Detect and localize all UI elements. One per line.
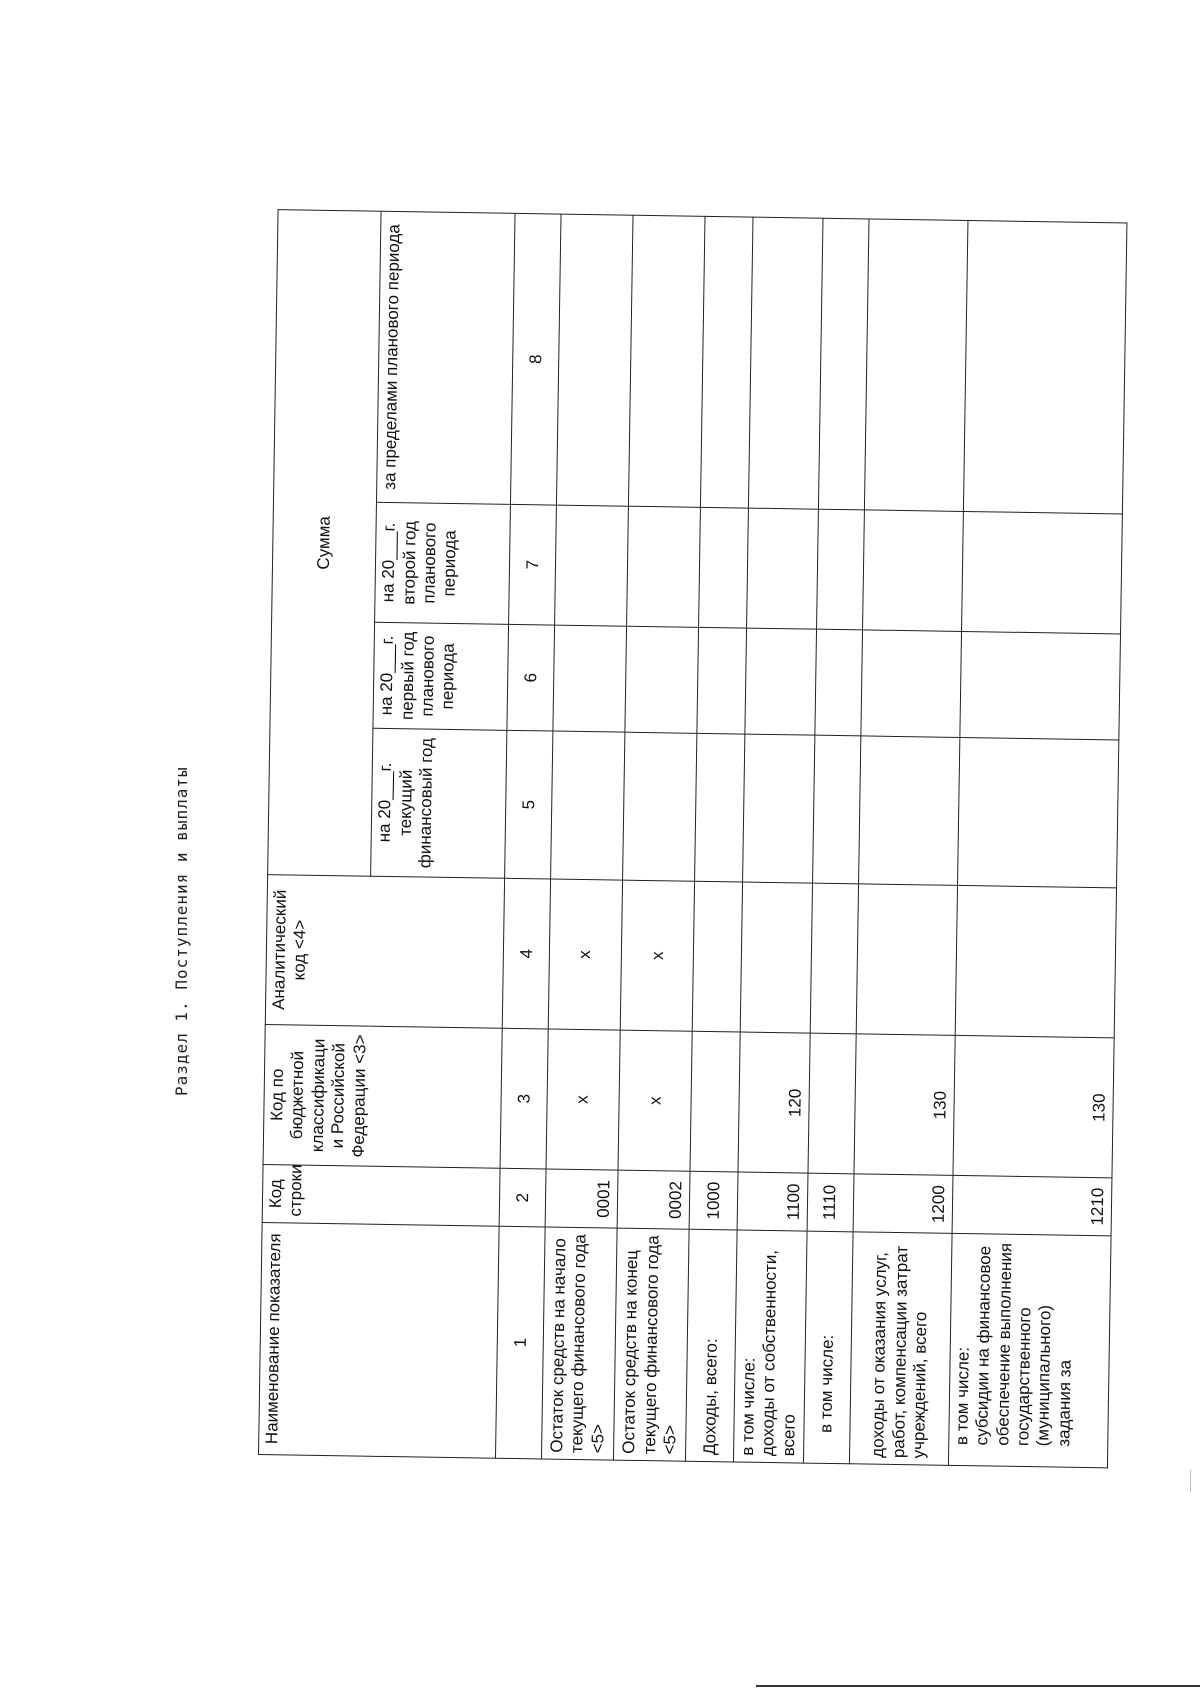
row-label: субсидии на финансовое обеспечение выполнения государственного (муниципального) задания за — [972, 1242, 1075, 1447]
sum-cell — [815, 629, 862, 736]
sum-cell — [858, 736, 959, 886]
scan-edge-line — [756, 1685, 1200, 1687]
sum-cell — [817, 509, 864, 630]
sum-cell — [701, 216, 753, 508]
sum-cell — [625, 626, 699, 733]
sum-cell — [627, 506, 701, 627]
col-number: 5 — [505, 730, 553, 879]
row-analytic-code — [740, 882, 813, 1033]
col-number: 4 — [503, 878, 551, 1029]
header-sum: Сумма — [268, 210, 382, 877]
sum-cell — [748, 217, 823, 509]
row-name: Остаток средств на начало текущего финансового года <5> — [541, 1227, 617, 1460]
sum-cell — [861, 630, 962, 738]
sum-cell — [745, 628, 817, 735]
table-row — [849, 219, 968, 1465]
sum-cell — [957, 737, 1118, 887]
row-code: 1210 — [952, 1175, 1112, 1235]
document-table-wrapper — [258, 210, 1127, 1468]
row-budget-code: 120 — [738, 1032, 811, 1173]
row-code: 1100 — [737, 1172, 808, 1231]
col-number: 3 — [501, 1028, 549, 1169]
sum-cell — [747, 508, 819, 629]
col-number: 6 — [507, 624, 554, 731]
sum-cell — [554, 505, 628, 626]
table-row — [948, 220, 1127, 1467]
header-sum-second: на 20___г. второй год планового периода — [375, 502, 511, 624]
row-name: в том числе: — [804, 1231, 853, 1464]
header-sum-current: на 20___г. текущий финансовый год — [371, 728, 508, 878]
row-prefix: в том числе: — [738, 1357, 759, 1456]
row-analytic-code — [811, 883, 859, 1034]
sum-cell — [963, 220, 1127, 514]
row-name — [948, 1233, 1111, 1467]
row-budget-code: x — [618, 1030, 692, 1171]
scan-mark — [1190, 1470, 1191, 1492]
col-number: 2 — [500, 1168, 546, 1227]
sum-cell — [695, 733, 745, 882]
header-name: Наименование показателя — [259, 1223, 500, 1459]
sum-cell — [553, 625, 627, 732]
row-budget-code: 130 — [854, 1034, 955, 1176]
row-name: доходы от оказания услуг, работ, компенсации затрат учреждений, всего — [849, 1232, 952, 1466]
header-sum-beyond: за пределами планового периода — [377, 211, 516, 504]
sum-cell — [623, 732, 698, 881]
row-code: 0002 — [617, 1170, 690, 1229]
header-row — [259, 210, 382, 1457]
row-name — [733, 1230, 807, 1463]
row-name: Доходы, всего: — [686, 1229, 737, 1462]
sum-cell — [862, 510, 963, 632]
sum-cell — [699, 507, 748, 628]
sum-cell — [743, 734, 816, 883]
row-label: доходы от собственности, всего — [758, 1249, 799, 1457]
section-title: Раздел 1. Поступления и выплаты — [172, 766, 191, 1096]
row-code: 1000 — [690, 1171, 738, 1230]
sum-cell — [629, 215, 706, 507]
col-number: 1 — [496, 1226, 545, 1459]
sum-cell — [550, 731, 625, 880]
row-analytic-code — [693, 881, 743, 1032]
row-budget-code — [808, 1033, 856, 1174]
col-number: 7 — [509, 504, 556, 625]
header-line-code: Код строки — [262, 1165, 500, 1227]
receipts-payments-table — [258, 209, 1127, 1468]
sum-cell — [864, 219, 968, 512]
row-budget-code — [690, 1031, 740, 1172]
sum-cell — [819, 218, 869, 510]
sum-cell — [960, 631, 1121, 739]
header-analytic-code: Аналитический код <4> — [265, 875, 505, 1029]
row-prefix: в том числе: — [952, 1346, 973, 1446]
sum-cell — [697, 627, 746, 734]
sum-cell — [813, 735, 861, 884]
row-name: Остаток средств на конец текущего финансового года <5> — [614, 1228, 690, 1461]
row-code: 0001 — [545, 1169, 618, 1228]
row-analytic-code: x — [548, 879, 623, 1030]
header-budget-code: Код по бюджетной классификаци и Российской Федерации <3> — [263, 1025, 503, 1169]
row-analytic-code: x — [620, 880, 695, 1031]
sum-cell — [556, 214, 633, 506]
header-sum-first: на 20___г. первый год планового периода — [373, 622, 509, 730]
row-analytic-code — [955, 885, 1116, 1037]
row-code: 1200 — [853, 1174, 953, 1234]
row-budget-code: 130 — [953, 1035, 1114, 1177]
col-number: 8 — [511, 213, 561, 505]
row-code: 1110 — [807, 1173, 853, 1232]
row-budget-code: x — [546, 1029, 620, 1170]
row-analytic-code — [856, 884, 957, 1036]
sum-cell — [961, 511, 1122, 633]
